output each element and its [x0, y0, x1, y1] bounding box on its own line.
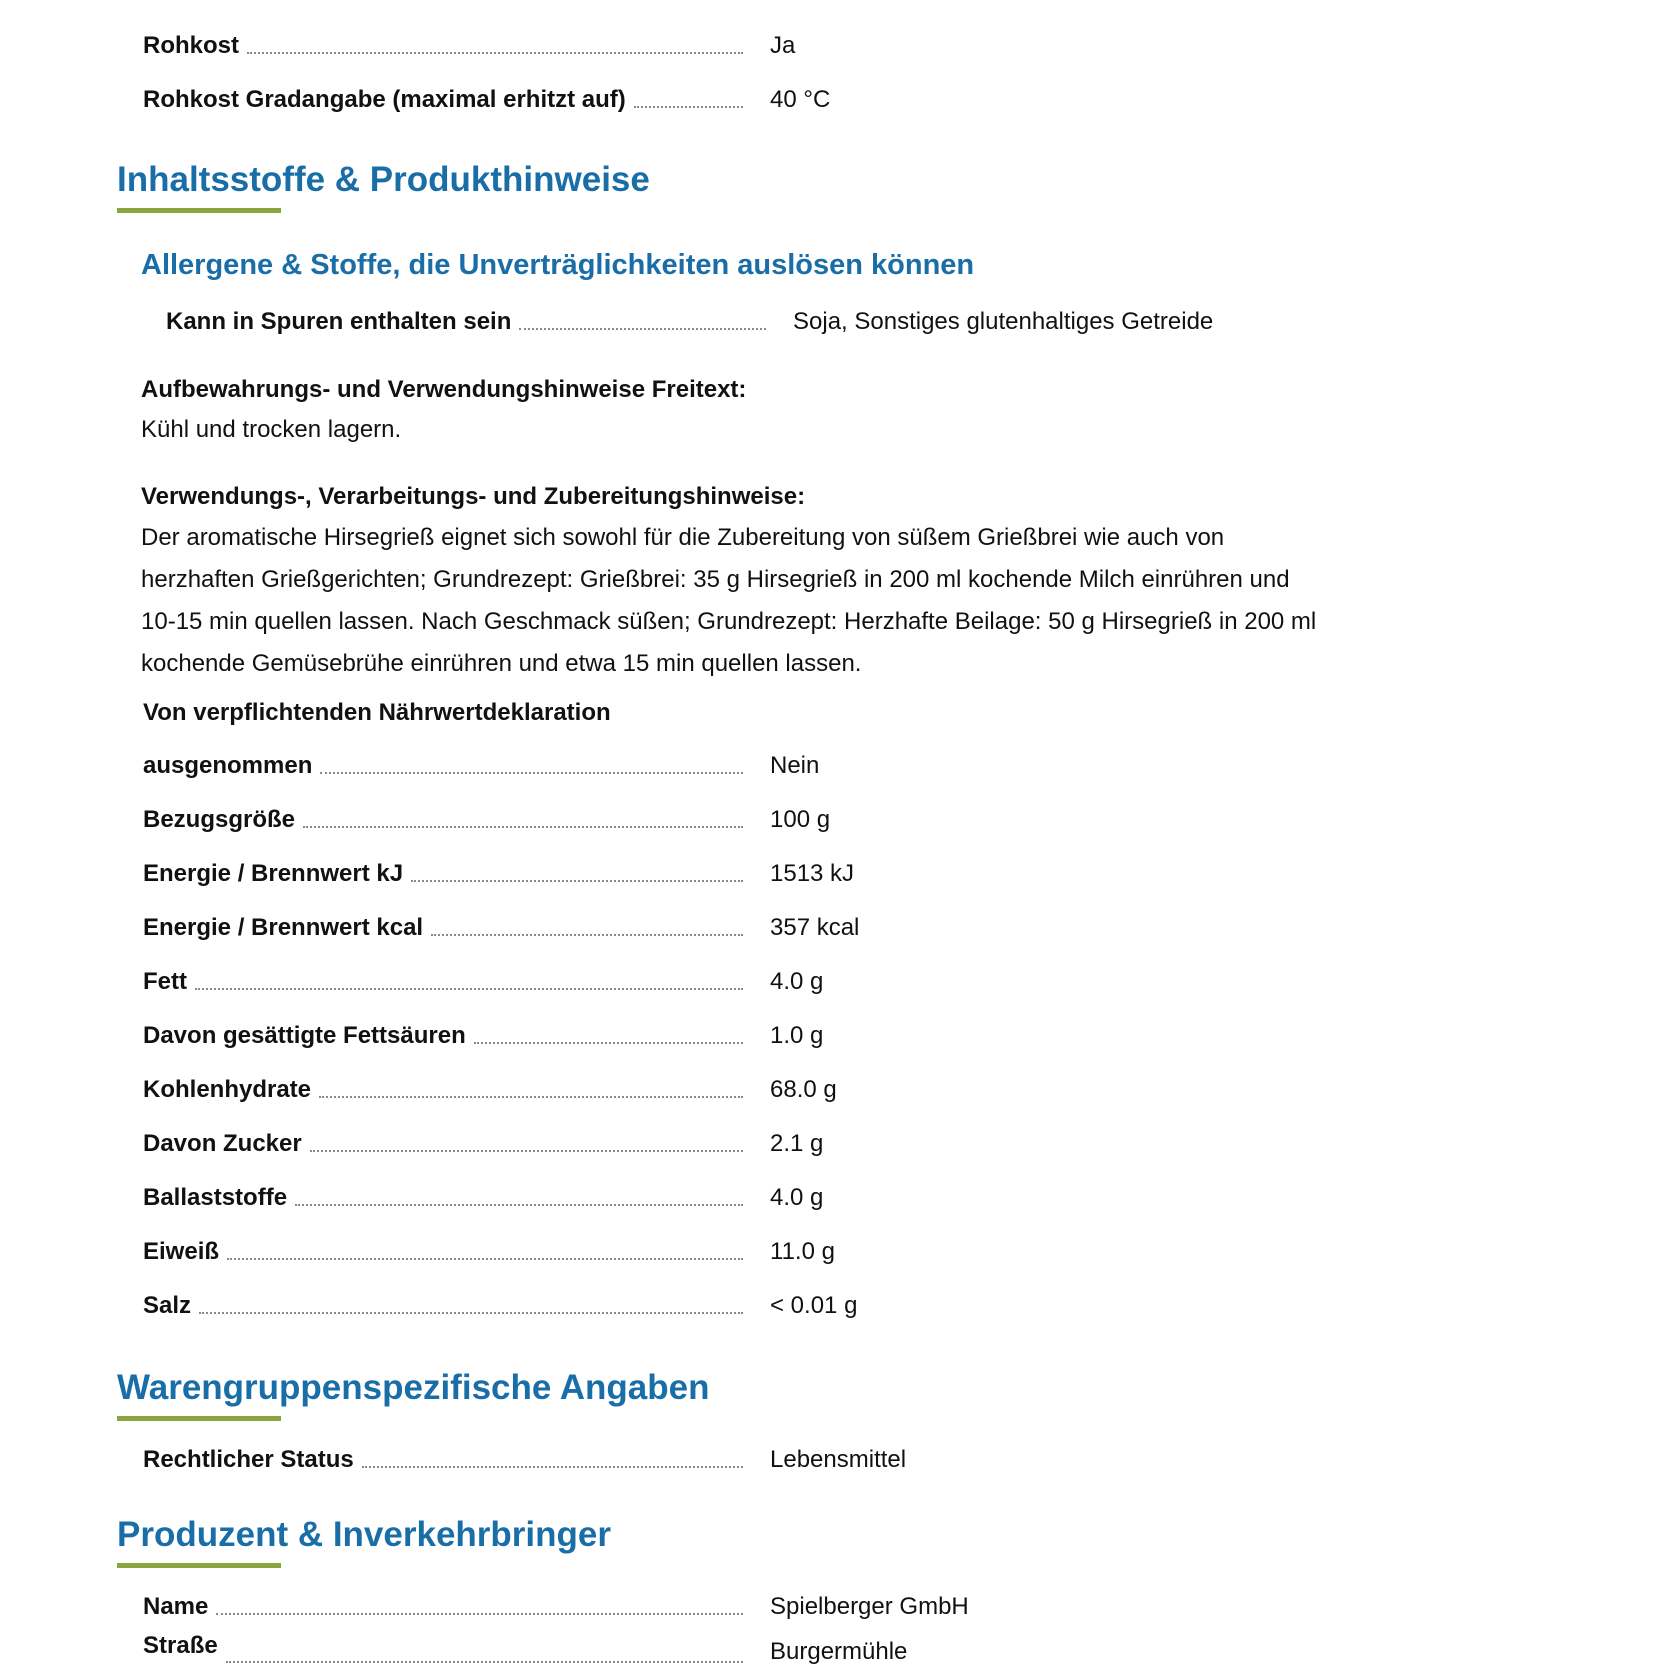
usage-paragraph — [141, 517, 1381, 685]
nutrition-row — [143, 1172, 743, 1212]
dotted-leader — [519, 327, 766, 330]
nutrition-row — [143, 956, 743, 996]
row-legal-status — [143, 1434, 743, 1474]
row-value: 11.0 g — [770, 1238, 835, 1265]
usage-label: Verwendungs-, Verarbeitungs- und Zubereitungshinweise: — [141, 483, 806, 510]
row-label: Eiweiß — [143, 1238, 220, 1265]
row-value: 68.0 g — [770, 1076, 837, 1103]
nutrition-row — [143, 794, 743, 834]
row-label: Rohkost Gradangabe (maximal erhitzt auf) — [143, 86, 626, 113]
row-label: Kohlenhydrate — [143, 1076, 312, 1103]
section-title: Produzent & Inverkehrbringer — [117, 1515, 611, 1554]
usage-line: herzhaften Grießgerichten; Grundrezept: Grießbrei: 35 g Hirsegrieß in 200 ml kochende Milch einrühren und — [141, 566, 1290, 593]
section-accent-bar — [117, 1416, 281, 1421]
dotted-leader — [634, 105, 743, 108]
dotted-leader — [199, 1311, 743, 1314]
row-label: Energie / Brennwert kJ — [143, 860, 404, 887]
dotted-leader — [303, 825, 743, 828]
row-value: 4.0 g — [770, 968, 824, 995]
row-label: Davon gesättigte Fettsäuren — [143, 1022, 466, 1049]
subsection-title: Allergene & Stoffe, die Unverträglichkeiten auslösen können — [141, 249, 975, 281]
dotted-leader — [226, 1660, 743, 1663]
exempt-label-line1: Von verpflichtenden Nährwertdeklaration — [143, 699, 611, 726]
row-label: ausgenommen — [143, 752, 313, 779]
section-accent-bar — [117, 1563, 281, 1568]
nutrition-row — [143, 1280, 743, 1320]
dotted-leader — [474, 1041, 743, 1044]
nutrition-row — [143, 1010, 743, 1050]
dotted-leader — [227, 1257, 743, 1260]
dotted-leader — [310, 1149, 743, 1152]
nutrition-row — [143, 1226, 743, 1266]
row-rohkost-grad — [143, 74, 743, 114]
row-value: 2.1 g — [770, 1130, 824, 1157]
row-label: Kann in Spuren enthalten sein — [166, 308, 512, 335]
row-value: 1513 kJ — [770, 860, 855, 887]
dotted-leader — [195, 987, 743, 990]
row-label: Energie / Brennwert kcal — [143, 914, 424, 941]
row-value: 1.0 g — [770, 1022, 824, 1049]
usage-line: kochende Gemüsebrühe einrühren und etwa 15 min quellen lassen. — [141, 650, 862, 677]
row-producer-street — [143, 1626, 743, 1659]
dotted-leader — [295, 1203, 743, 1206]
row-value: Ja — [770, 32, 796, 59]
section-accent-bar — [117, 208, 281, 213]
dotted-leader — [411, 879, 743, 882]
row-rohkost — [143, 20, 743, 60]
row-traces — [166, 296, 766, 336]
dotted-leader — [431, 933, 743, 936]
row-producer-name — [143, 1581, 743, 1621]
row-label: Rechtlicher Status — [143, 1446, 354, 1473]
storage-label: Aufbewahrungs- und Verwendungshinweise Freitext: — [141, 376, 747, 403]
row-label: Davon Zucker — [143, 1130, 302, 1157]
row-value: < 0.01 g — [770, 1292, 858, 1319]
row-value: Spielberger GmbH — [770, 1593, 969, 1620]
nutrition-row — [143, 902, 743, 942]
row-exempt — [143, 740, 743, 780]
row-label: Name — [143, 1593, 209, 1620]
row-value: Soja, Sonstiges glutenhaltiges Getreide — [793, 308, 1214, 335]
row-value: 100 g — [770, 806, 831, 833]
nutrition-row — [143, 848, 743, 888]
row-label: Bezugsgröße — [143, 806, 296, 833]
dotted-leader — [247, 51, 743, 54]
row-label: Straße — [143, 1632, 218, 1659]
row-label: Salz — [143, 1292, 192, 1319]
row-label: Ballaststoffe — [143, 1184, 288, 1211]
row-label: Rohkost — [143, 32, 239, 59]
section-title: Inhaltsstoffe & Produkthinweise — [117, 160, 650, 199]
dotted-leader — [216, 1612, 743, 1615]
row-label: Fett — [143, 968, 187, 995]
row-value: Burgermühle — [770, 1638, 908, 1665]
section-title: Warengruppenspezifische Angaben — [117, 1368, 710, 1407]
row-value: Lebensmittel — [770, 1446, 907, 1473]
usage-line: 10-15 min quellen lassen. Nach Geschmack süßen; Grundrezept: Herzhafte Beilage: 50 g Hirsegrieß in 200 ml — [141, 608, 1317, 635]
row-value: 40 °C — [770, 86, 831, 113]
row-value: Nein — [770, 752, 820, 779]
dotted-leader — [319, 1095, 743, 1098]
dotted-leader — [362, 1465, 743, 1468]
usage-line: Der aromatische Hirsegrieß eignet sich sowohl für die Zubereitung von süßem Grießbrei wie auch von — [141, 524, 1225, 551]
dotted-leader — [320, 771, 743, 774]
nutrition-row — [143, 1118, 743, 1158]
nutrition-row — [143, 1064, 743, 1104]
row-value: 357 kcal — [770, 914, 860, 941]
row-value: 4.0 g — [770, 1184, 824, 1211]
storage-text: Kühl und trocken lagern. — [141, 416, 402, 443]
